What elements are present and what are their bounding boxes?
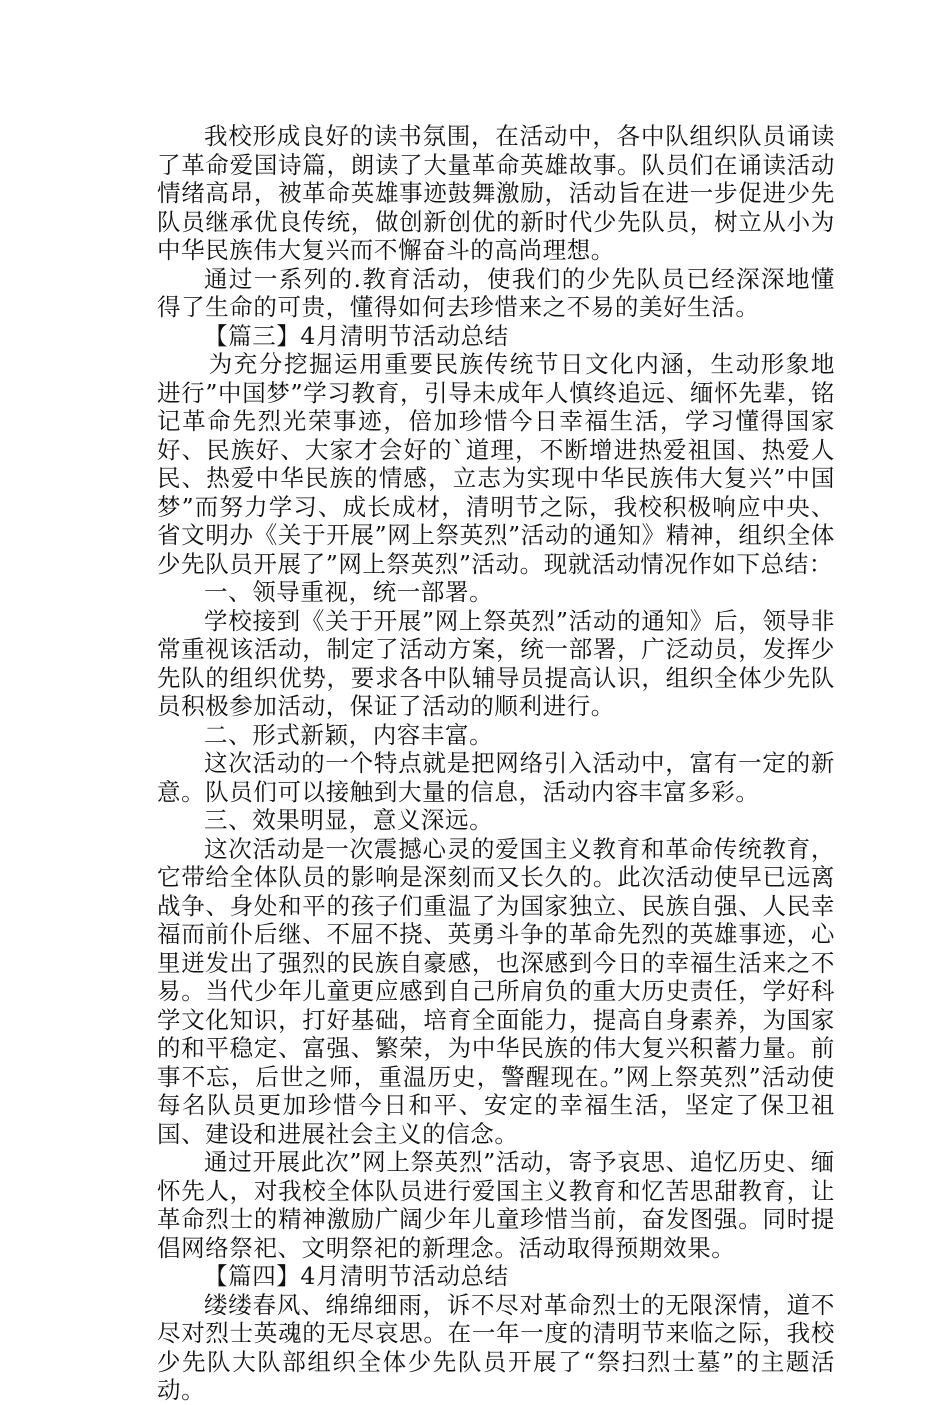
paragraph-reading-atmosphere: 我校形成良好的读书氛围，在活动中，各中队组织队员诵读了革命爱国诗篇，朗读了大量革命英雄故事。队员们在诵读活动情绪高昂，被革命英雄事迹鼓舞激励，活动旨在进一步促进少先队员继承优良传统，做创新创优的新时代少先队员，树立从小为中华民族伟大复兴而不懈奋斗的高尚理想。 bbox=[157, 122, 835, 264]
paragraph-novel-form: 这次活动的一个特点就是把网络引入活动中，富有一定的新意。队员们可以接触到大量的信息，活动内容丰富多彩。 bbox=[157, 749, 835, 806]
paragraph-significant-effect: 这次活动是一次震撼心灵的爱国主义教育和革命传统教育，它带给全体队员的影响是深刻而又长久的。此次活动使早已远离战争、身处和平的孩子们重温了为国家独立、民族自强、人民幸福而前仆后继、不屈不挠、英勇斗争的革命先烈的英雄事迹，心里迸发出了强烈的民族自豪感，也深感到今日的幸福生活来之不易。当代少年儿童更应感到自己所肩负的重大历史责任，学好科学文化知识，打好基础，培育全面能力，提高自身素养，为国家的和平稳定、富强、繁荣，为中华民族的伟大复兴积蓄力量。前事不忘，后世之师，重温历史，警醒现在。”网上祭英烈”活动使每名队员更加珍惜今日和平、安定的幸福生活，坚定了保卫祖国、建设和进展社会主义的信念。 bbox=[157, 834, 835, 1148]
subheading-significant-effect: 三、效果明显，意义深远。 bbox=[204, 806, 494, 834]
paragraph-part-four-intro: 缕缕春风、绵绵细雨，诉不尽对革命烈士的无限深情，道不尽对烈士英魂的无尽哀思。在一年一度的清明节来临之际，我校少先队大队部组织全体少先队员开展了“祭扫烈士墓”的主题活动。 bbox=[157, 1290, 835, 1404]
document-body bbox=[157, 122, 835, 1405]
section-heading-part-three: 【篇三】4月清明节活动总结 bbox=[204, 321, 509, 350]
subheading-novel-form: 二、形式新颖，内容丰富。 bbox=[204, 720, 494, 749]
subheading-leadership: 一、领导重视，统一部署。 bbox=[204, 578, 494, 606]
section-heading-part-four: 【篇四】4月清明节活动总结 bbox=[204, 1262, 509, 1290]
paragraph-education-series: 通过一系列的.教育活动，使我们的少先队员已经深深地懂得了生命的可贵，懂得如何去珍惜来之不易的美好生活。 bbox=[157, 264, 835, 321]
paragraph-leadership: 学校接到《关于开展”网上祭英烈”活动的通知》后，领导非常重视该活动，制定了活动方案，统一部署，广泛动员，发挥少先队的组织优势，要求各中队辅导员提高认识，组织全体少先队员积极参加活动，保证了活动的顺利进行。 bbox=[157, 606, 835, 720]
paragraph-part-three-intro: 为充分挖掘运用重要民族传统节日文化内涵，生动形象地进行”中国梦”学习教育，引导未成年人慎终追远、缅怀先辈，铭记革命先烈光荣事迹，倍加珍惜今日幸福生活，学习懂得国家好、民族好、大家才会好的`道理，不断增进热爱祖国、热爱人民、热爱中华民族的情感，立志为实现中华民族伟大复兴”中国梦”而努力学习、成长成材，清明节之际，我校积极响应中央、省文明办《关于开展”网上祭英烈”活动的通知》精神，组织全体少先队员开展了”网上祭英烈”活动。现就活动情况作如下总结： bbox=[157, 350, 835, 578]
paragraph-conclusion: 通过开展此次”网上祭英烈”活动，寄予哀思、追忆历史、缅怀先人，对我校全体队员进行爱国主义教育和忆苦思甜教育，让革命烈士的精神激励广阔少年儿童珍惜当前，奋发图强。同时提倡网络祭祀、文明祭祀的新理念。活动取得预期效果。 bbox=[157, 1148, 835, 1262]
